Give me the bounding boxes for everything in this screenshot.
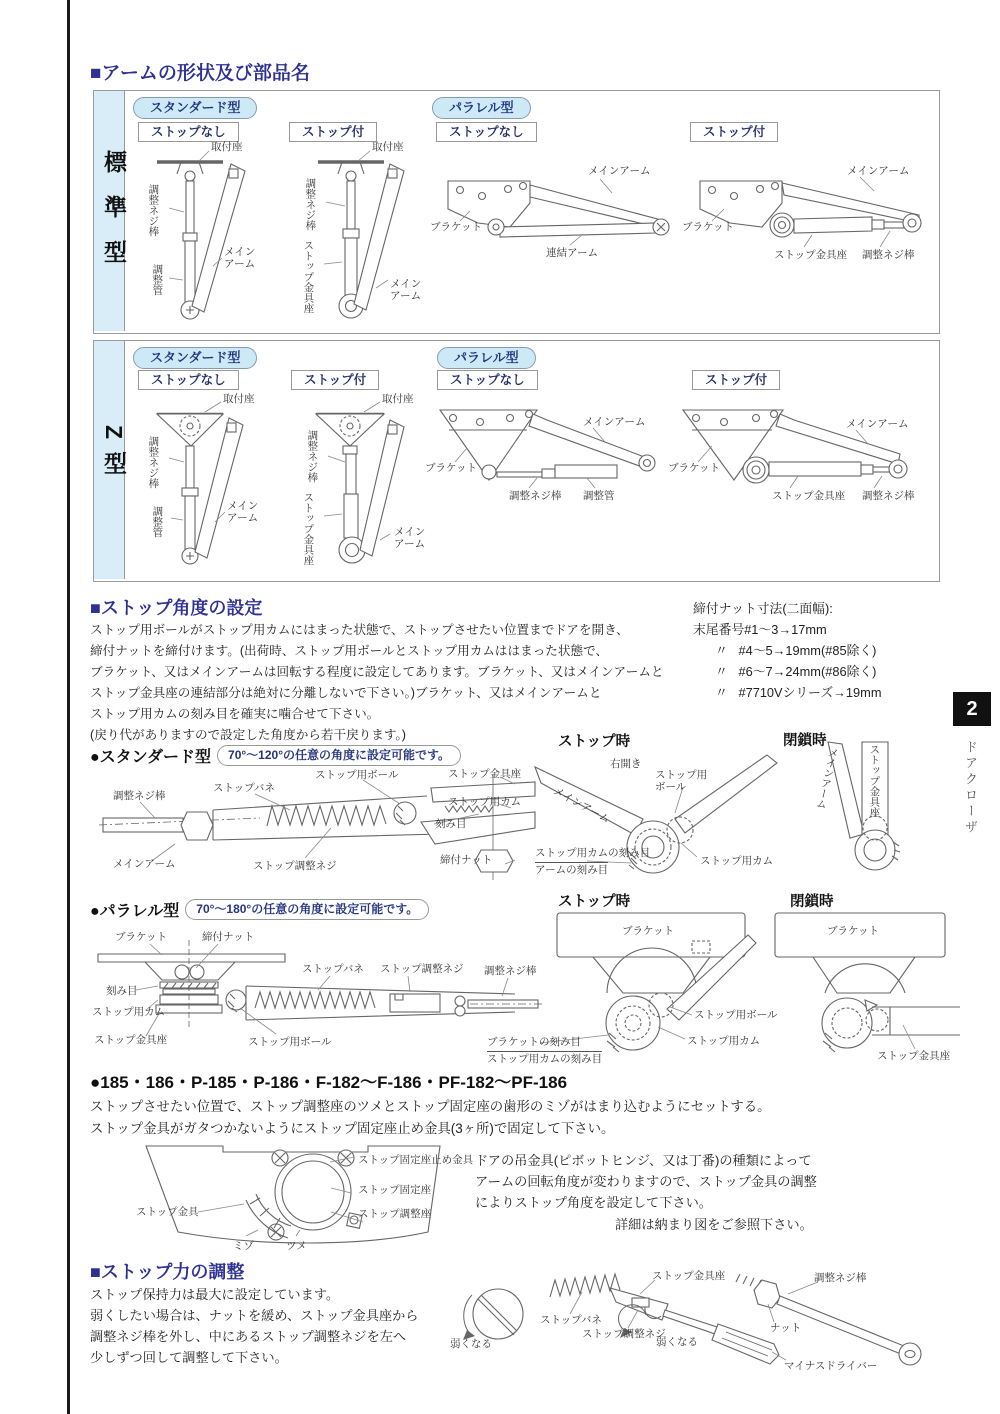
label-mount-seat: 取付座: [211, 141, 243, 153]
label-weaken: 弱くなる: [450, 1338, 492, 1350]
parallel-subheader-label: ●パラレル型: [90, 903, 180, 920]
label-main-arm: メインアーム: [583, 416, 646, 428]
diagram-std-stoptime: [535, 755, 780, 883]
label-mount-seat: 取付座: [372, 141, 404, 153]
label-stop-ball: ストップ用ボール: [655, 769, 708, 794]
label-bracket: ブラケット: [827, 925, 879, 937]
models-line-1: ストップさせたい位置で、ストップ調整座のツメとストップ固定座の歯形のミゾがはまり込むようにセットする。: [90, 1099, 771, 1114]
label-stop-cam-notch: ストップ用カムの刻み目: [487, 1053, 603, 1065]
label-stop-bracket-seat: ストップ金具座: [868, 744, 881, 818]
label-adjust-rod: 調整ネジ棒: [306, 430, 319, 483]
models-note-4: 詳細は納まり図をご参照下さい。: [615, 1217, 813, 1232]
label-bracket: ブラケット: [622, 925, 674, 937]
stop-time-title-2: ストップ時: [558, 894, 631, 910]
label-stop-cam: ストップ用カム: [700, 855, 774, 867]
row-label-standard: 標準型: [101, 150, 127, 285]
label-adjust-rod: 調整ネジ棒: [147, 184, 160, 237]
label-stop-adjust-screw: ストップ調整ネジ: [582, 1328, 666, 1340]
ditto-mark: 〃: [715, 664, 728, 679]
standard-subheader: [90, 744, 461, 767]
label-link-arm: 連結アーム: [546, 247, 599, 259]
pill-standard-type-2: スタンダード型: [133, 347, 257, 369]
label-stop-bracket-seat: ストップ金具座: [877, 1050, 951, 1062]
label-adjust-rod: 調整ネジ棒: [113, 790, 166, 802]
diagram-screw-head: [448, 1282, 538, 1360]
pill-parallel-type-2: パラレル型: [437, 347, 536, 369]
parallel-subheader: [90, 898, 429, 921]
pill-standard-type-1: スタンダード型: [133, 97, 257, 119]
label-adjust-rod: 調整ネジ棒: [509, 490, 562, 502]
label-main-arm: メインアーム: [814, 746, 841, 811]
diagram-par-closed: [765, 905, 960, 1067]
pill-parallel-type-1: パラレル型: [432, 97, 531, 119]
label-stop-bracket-seat: ストップ金具座: [652, 1270, 726, 1282]
label-adjust-tube: 調整管: [583, 490, 615, 502]
label-stop-adjust-seat: ストップ調整座: [358, 1208, 432, 1220]
label-stop-spring: ストップバネ: [213, 782, 275, 794]
label-main-arm: メインアーム: [846, 418, 909, 430]
row-label-z: Z型: [101, 425, 127, 487]
stop-time-title-1: ストップ時: [558, 734, 631, 750]
stop-angle-body-1: ストップ用ボールがストップ用カムにはまった状態で、ストップさせたい位置までドアを開き、: [90, 623, 629, 637]
label-adjust-rod: 調整ネジ棒: [862, 490, 915, 502]
label-main-arm: メインアーム: [390, 278, 422, 303]
label-right-open: 右開き: [610, 758, 642, 770]
nut-size-line-0: 末尾番号#1〜3→17mm: [693, 622, 827, 637]
variant-with-stop-2: ストップ付: [690, 122, 778, 142]
label-groove: ミゾ: [233, 1240, 254, 1252]
models-line-2: ストップ金具がガタつかないようにストップ固定座止め金具(3ヶ所)で固定して下さい。: [90, 1121, 615, 1136]
page-number-tab: 2: [953, 692, 991, 726]
label-stop-cam: ストップ用カム: [448, 796, 522, 808]
label-adjust-rod: 調整ネジ棒: [862, 249, 915, 261]
label-stop-bracket-seat: ストップ金具座: [94, 1034, 168, 1046]
label-stop-bracket-seat: ストップ金具座: [772, 490, 846, 502]
label-stop-bracket-seat: ストップ金具座: [448, 768, 522, 780]
label-stop-spring: ストップバネ: [302, 963, 364, 975]
label-notch: 刻み目: [106, 985, 138, 997]
label-bracket: ブラケット: [425, 462, 477, 474]
label-stop-fitting: ストップ金具: [136, 1206, 199, 1218]
label-stop-adjust-screw: ストップ調整ネジ: [380, 963, 464, 975]
label-main-arm: メインアーム: [113, 858, 176, 870]
ditto-mark: 〃: [715, 643, 728, 658]
label-main-arm: メインアーム: [847, 165, 910, 177]
label-main-arm: メインアーム: [224, 246, 256, 271]
diagram-z-std-nostop: [125, 388, 285, 572]
nut-size-text-1: #4〜5→19mm(#85除く): [738, 643, 877, 658]
nut-size-line-3: [715, 682, 882, 703]
label-flathead-screwdriver: マイナスドライバー: [784, 1360, 878, 1372]
label-bracket-notch: ブラケットの刻み目: [487, 1036, 581, 1048]
label-notch: 刻み目: [435, 818, 467, 830]
diagram-z-par-stop: [668, 392, 933, 510]
label-stop-cam: ストップ用カム: [687, 1035, 761, 1047]
label-stop-fixing-seat-clip: ストップ固定座止め金具: [358, 1154, 474, 1166]
label-stop-bracket-seat: ストップ金具座: [302, 240, 315, 314]
variant-no-stop-3: ストップなし: [138, 370, 239, 390]
diagram-std-closed: [800, 742, 940, 876]
label-bracket: ブラケット: [668, 462, 720, 474]
label-claw: ツメ: [286, 1240, 307, 1252]
label-stop-cam: ストップ用カム: [92, 1006, 166, 1018]
stop-force-line-4: 少しずつ回して調整して下さい。: [90, 1350, 288, 1365]
diagram-force-assembly: [540, 1252, 965, 1407]
label-stop-spring: ストップバネ: [540, 1314, 602, 1326]
label-weaken: 弱くなる: [656, 1336, 698, 1348]
page-tab-label: ドアクローザ: [963, 740, 978, 836]
label-bracket: ブラケット: [115, 931, 167, 943]
diagram-par-stoptime: [480, 905, 778, 1067]
label-stop-fixing-seat: ストップ固定座: [358, 1184, 432, 1196]
stop-force-line-1: ストップ保持力は最大に設定しています。: [90, 1287, 340, 1302]
stop-force-line-2: 弱くしたい場合は、ナットを緩め、ストップ金具座から: [90, 1308, 419, 1323]
stop-angle-body-4: ストップ金具座の連結部分は絶対に分離しないで下さい。)ブラケット、又はメインアームと: [90, 686, 602, 700]
models-note-3: によりストップ角度を設定して下さい。: [475, 1195, 712, 1210]
variant-no-stop-1: ストップなし: [138, 122, 239, 142]
label-adjust-rod: 調整ネジ棒: [484, 965, 537, 977]
label-stop-adjust-screw: ストップ調整ネジ: [253, 860, 337, 872]
label-main-arm: メインアーム: [394, 526, 426, 551]
arm-section-title: ■アームの形状及び部品名: [90, 63, 310, 84]
label-main-arm: メインアーム: [588, 165, 651, 177]
label-stop-bracket-seat: ストップ金具座: [774, 249, 848, 261]
label-adjust-tube: 調整管: [151, 506, 164, 538]
label-stop-ball: ストップ用ボール: [694, 1009, 778, 1021]
diagram-std-stop: [278, 138, 438, 326]
standard-subheader-label: ●スタンダード型: [90, 749, 212, 766]
standard-range-pill: 70°〜120°の任意の角度に設定可能です。: [217, 745, 461, 766]
nut-size-line-2: [715, 661, 876, 682]
stop-force-line-3: 調整ネジ棒を外し、中にあるストップ調整ネジを左へ: [90, 1329, 407, 1344]
label-stop-cam-notch: ストップ用カムの刻み目: [535, 847, 651, 859]
diagram-stop-fitting: [128, 1142, 493, 1254]
nut-size-text-2: #6〜7→24mm(#86除く): [738, 664, 877, 679]
diagram-z-par-nostop: [425, 392, 670, 510]
label-nut: ナット: [770, 1322, 802, 1334]
nut-size-text-3: #7710Vシリーズ→19mm: [738, 685, 882, 700]
label-mount-seat: 取付座: [223, 393, 255, 405]
label-adjust-rod: 調整ネジ棒: [147, 436, 160, 489]
nut-size-title: 締付ナット寸法(二面幅):: [693, 601, 833, 616]
diagram-std-cutaway: [95, 768, 540, 888]
label-main-arm: メインアーム: [551, 785, 612, 826]
label-mount-seat: 取付座: [382, 393, 414, 405]
stop-angle-body-2: 締付ナットを締付けます。(出荷時、ストップ用ボールとストップ用カムははまった状態で、: [90, 644, 609, 658]
label-adjust-tube: 調整管: [151, 264, 164, 296]
models-note-2: アームの回転角度が変わりますので、ストップ金具の調整: [475, 1174, 817, 1189]
ditto-mark: 〃: [715, 685, 728, 700]
label-adjust-rod: 調整ネジ棒: [814, 1272, 867, 1284]
diagram-par-nostop: [430, 163, 680, 275]
stop-force-title: ■ストップ力の調整: [90, 1262, 245, 1282]
variant-with-stop-3: ストップ付: [291, 370, 379, 390]
stop-angle-body-5: ストップ用カムの刻み目を確実に噛合せて下さい。: [90, 707, 380, 721]
variant-no-stop-2: ストップなし: [436, 122, 537, 142]
parallel-range-pill: 70°〜180°の任意の角度に設定可能です。: [185, 899, 429, 920]
label-stop-ball: ストップ用ボール: [315, 769, 399, 781]
closed-time-title-1: 閉鎖時: [783, 733, 827, 749]
variant-with-stop-1: ストップ付: [289, 122, 377, 142]
diagram-z-std-stop: [280, 388, 440, 572]
label-main-arm: メインアーム: [227, 500, 259, 525]
label-clamp-nut: 締付ナット: [202, 931, 255, 943]
label-stop-ball: ストップ用ボール: [248, 1036, 332, 1048]
variant-no-stop-4: ストップなし: [437, 370, 538, 390]
diagram-par-stop: [682, 163, 937, 275]
stop-angle-body-3: ブラケット、又はメインアームは回転する程度に設定してあります。ブラケット、又はメインアームと: [90, 665, 664, 679]
label-adjust-rod: 調整ネジ棒: [304, 178, 317, 231]
label-arm-notch: アームの刻み目: [535, 864, 609, 876]
label-bracket: ブラケット: [682, 221, 734, 233]
diagram-std-nostop: [125, 138, 285, 326]
stop-angle-body-6: (戻り代がありますので設定した角度から若干戻ります。): [90, 728, 406, 742]
label-bracket: ブラケット: [430, 221, 482, 233]
label-clamp-nut: 締付ナット: [440, 854, 493, 866]
models-note-1: ドアの吊金具(ピボットヒンジ、又は丁番)の種類によって: [475, 1153, 812, 1168]
variant-with-stop-4: ストップ付: [692, 370, 780, 390]
nut-size-line-1: [715, 640, 876, 661]
closed-time-title-2: 閉鎖時: [790, 894, 834, 910]
stop-angle-title: ■ストップ角度の設定: [90, 598, 263, 618]
page-edge-rule: [67, 0, 70, 1414]
diagram-par-cutaway: [90, 928, 545, 1063]
models-title: ●185・186・P-185・P-186・F-182〜F-186・PF-182〜PF-186: [90, 1073, 568, 1092]
label-stop-bracket-seat: ストップ金具座: [302, 492, 315, 566]
